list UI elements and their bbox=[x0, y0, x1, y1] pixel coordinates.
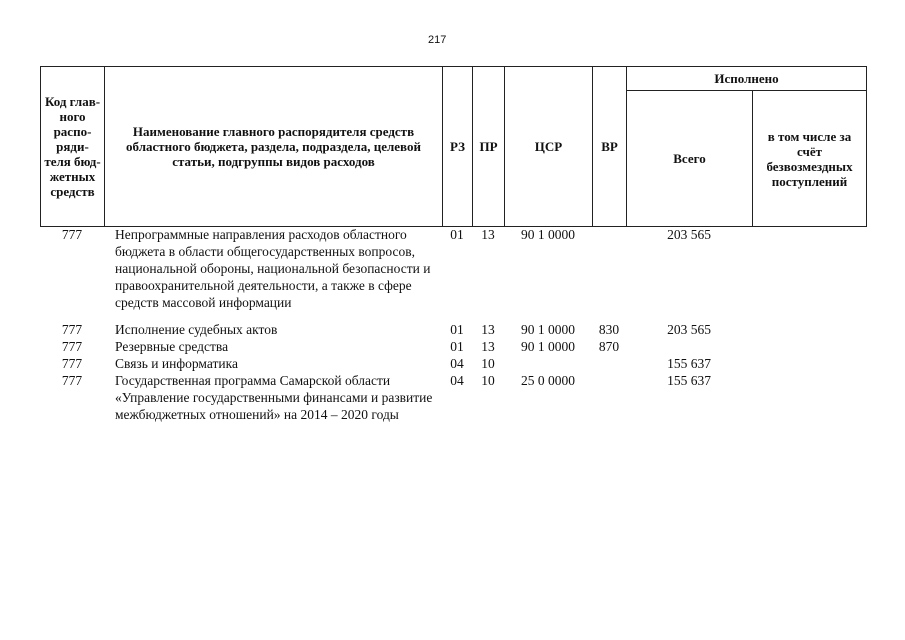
cell-code: 777 bbox=[61, 339, 83, 354]
header-rz: РЗ bbox=[443, 67, 473, 227]
cell-rz: 04 bbox=[450, 373, 464, 388]
cell-pr: 13 bbox=[481, 322, 495, 337]
cell-total: 203 565 bbox=[667, 322, 711, 337]
cell-name: Исполнение судебных актов bbox=[115, 322, 278, 337]
cell-rz: 01 bbox=[450, 322, 464, 337]
cell-vr bbox=[592, 372, 626, 423]
cell-total: 155 637 bbox=[667, 373, 711, 388]
header-code: Код глав-ного распо-ряди-теля бюд-жетных средств bbox=[41, 67, 105, 227]
cell-rz: 01 bbox=[450, 339, 464, 354]
cell-total bbox=[626, 338, 752, 355]
table-row bbox=[40, 355, 866, 372]
cell-including bbox=[752, 321, 866, 338]
header-total: Всего bbox=[627, 91, 753, 227]
cell-csr: 90 1 0000 bbox=[521, 339, 575, 354]
cell-including bbox=[752, 338, 866, 355]
header-including: в том числе за счёт безвозмездных поступлений bbox=[753, 91, 867, 227]
cell-pr: 13 bbox=[481, 339, 495, 354]
header-vr: ВР bbox=[593, 67, 627, 227]
cell-vr: 830 bbox=[598, 322, 620, 337]
cell-code: 777 bbox=[61, 356, 83, 371]
table-row bbox=[40, 338, 866, 355]
cell-csr: 90 1 0000 bbox=[521, 227, 575, 242]
cell-rz: 04 bbox=[450, 356, 464, 371]
cell-csr: 90 1 0000 bbox=[521, 322, 575, 337]
cell-including bbox=[752, 355, 866, 372]
table-header bbox=[40, 66, 867, 227]
cell-code: 777 bbox=[61, 322, 83, 337]
cell-vr bbox=[592, 226, 626, 321]
cell-pr: 10 bbox=[481, 356, 495, 371]
page-number: 217 bbox=[428, 34, 447, 46]
cell-code: 777 bbox=[61, 227, 83, 242]
header-pr: ПР bbox=[473, 67, 505, 227]
cell-vr: 870 bbox=[598, 339, 620, 354]
cell-name: Связь и информатика bbox=[115, 356, 238, 371]
cell-total: 155 637 bbox=[667, 356, 711, 371]
cell-code: 777 bbox=[61, 373, 83, 388]
cell-total: 203 565 bbox=[667, 227, 711, 242]
cell-including bbox=[752, 372, 866, 423]
header-csr: ЦСР bbox=[505, 67, 593, 227]
cell-csr: 25 0 0000 bbox=[521, 373, 575, 388]
table-row bbox=[40, 321, 866, 338]
header-name: Наименование главного распорядителя средств областного бюджета, раздела, подраздела, целевой статьи, подгруппы видов расходов bbox=[105, 67, 443, 227]
cell-name: Резервные средства bbox=[115, 339, 229, 354]
cell-csr bbox=[504, 355, 592, 372]
cell-name: Непрограммные направления расходов областного бюджета в области общегосударственных вопросов, национальной обороны, национальной безопасности и правоохранительной деятельности, а также в сфере средств массовой информации bbox=[115, 227, 431, 310]
table-body bbox=[40, 226, 866, 423]
cell-including bbox=[752, 226, 866, 321]
cell-name: Государственная программа Самарской области «Управление государственными финансами и развитие межбюджетных отношений» на 2014 – 2020 годы bbox=[115, 373, 433, 422]
table-row bbox=[40, 372, 866, 423]
cell-pr: 10 bbox=[481, 373, 495, 388]
cell-pr: 13 bbox=[481, 227, 495, 242]
header-executed: Исполнено bbox=[627, 67, 867, 91]
table-row bbox=[40, 226, 866, 321]
cell-vr bbox=[592, 355, 626, 372]
cell-rz: 01 bbox=[450, 227, 464, 242]
